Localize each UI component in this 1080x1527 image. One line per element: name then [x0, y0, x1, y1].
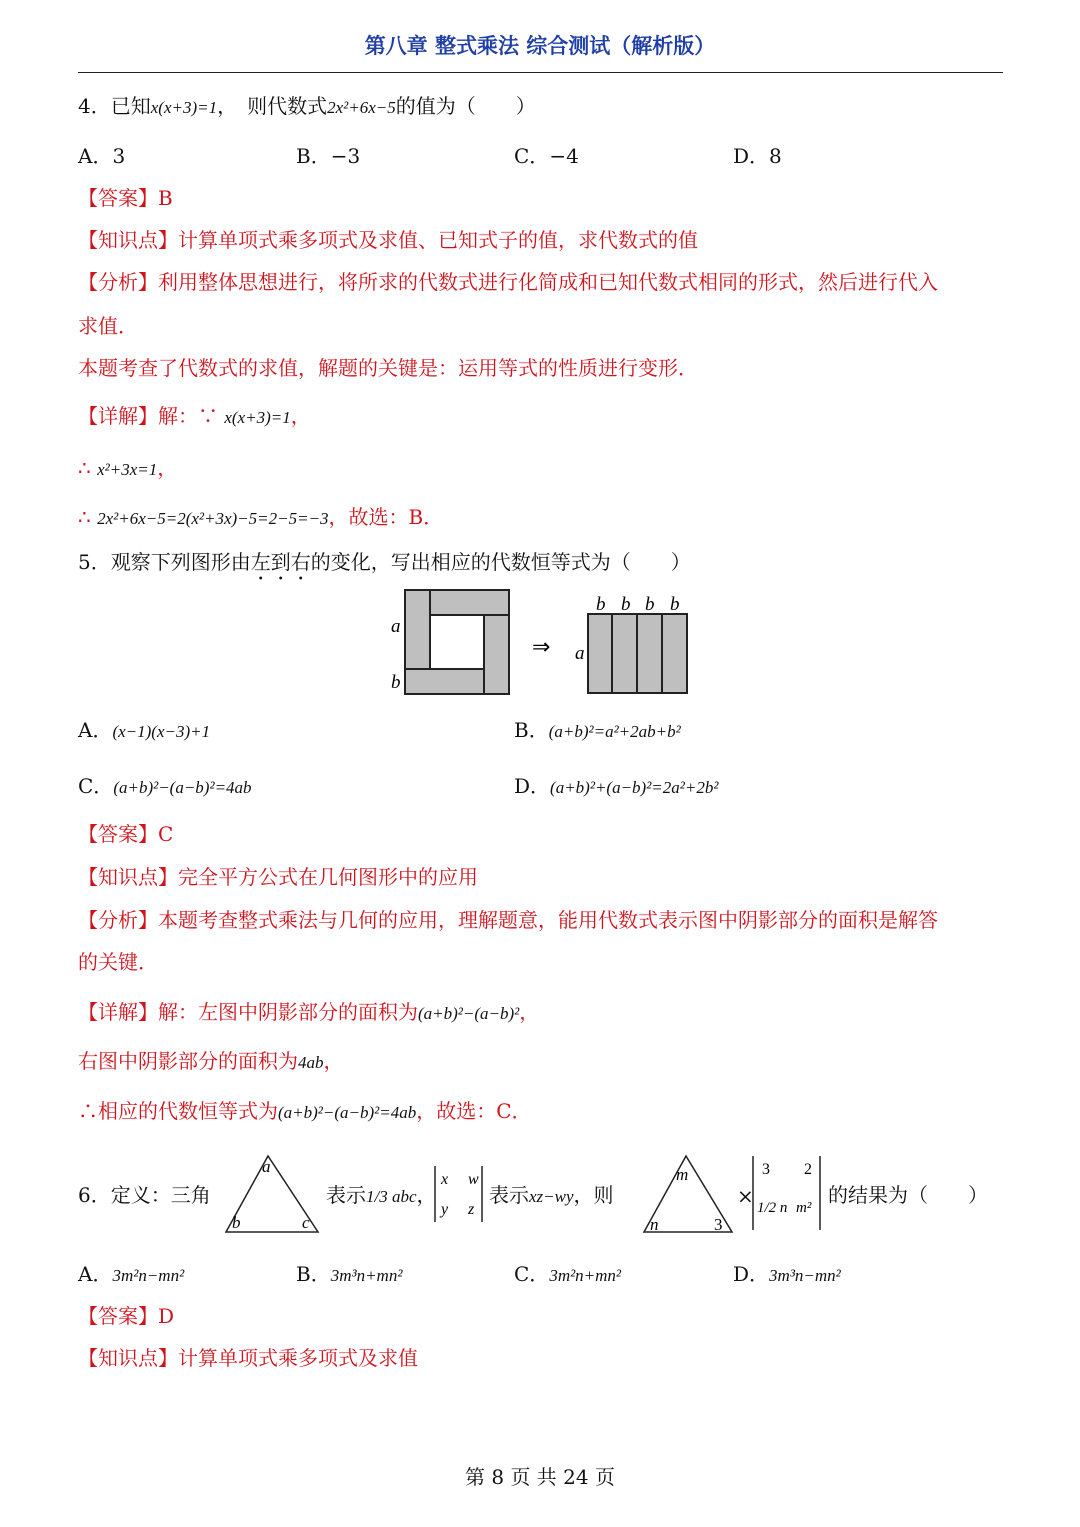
q4-answer: 【答案】B [78, 186, 173, 210]
q4-option-d: D．8 [733, 144, 782, 168]
q5-left-square [405, 590, 509, 694]
q4-detail-line3: ∴ 2x²+6x−5=2(x²+3x)−5=2−5=−3，故选：B． [78, 505, 444, 529]
page-number: 第 8 页 共 24 页 [465, 1465, 615, 1489]
q6-stem-2: 表示1/3 abc， [326, 1183, 437, 1207]
q4-stem-text: 4．已知 [78, 94, 151, 118]
q5-option-b: B．(a+b)²=a²+2ab+b² [514, 718, 681, 742]
q6-det2-a: 3 [762, 1161, 770, 1178]
q6-determinant-values [748, 1152, 826, 1234]
q6-triangle-mn3 [640, 1150, 740, 1238]
q5-analysis-line1: 【分析】本题考查整式乘法与几何的应用，理解题意，能用代数式表示图中阴影部分的面积是解答 [78, 908, 938, 932]
q5-figure [385, 584, 695, 704]
q6-definition-1: 1/3 abc [366, 1187, 417, 1206]
header-rule [78, 72, 1003, 73]
q5-option-c: C．(a+b)²−(a−b)²=4ab [78, 774, 252, 798]
q6-tri1-left: b [232, 1213, 241, 1232]
q5-label-right-a: a [575, 643, 585, 664]
q4-detail-line1: 【详解】解：∵ x(x+3)=1， [78, 404, 311, 428]
q5-option-a: A．(x−1)(x−3)+1 [78, 718, 211, 742]
q4-analysis-line3: 本题考查了代数式的求值，解题的关键是：运用等式的性质进行变形． [78, 356, 698, 380]
q4-option-b: B．−3 [296, 144, 361, 168]
q4-knowledge: 【知识点】计算单项式乘多项式及求值、已知式子的值，求代数式的值 [78, 228, 698, 252]
q6-option-d: D．3m³n−mn² [733, 1262, 841, 1286]
q4-analysis-line2: 求值． [78, 314, 138, 338]
q5-label-right-b4: b [670, 594, 680, 615]
q6-tri1-right: c [302, 1213, 310, 1232]
q6-times-sign: × [737, 1184, 754, 1208]
q6-stem-start: 6．定义：三角 [78, 1183, 211, 1207]
q5-label-right-b2: b [621, 594, 631, 615]
q6-tri2-right: 3 [714, 1215, 723, 1234]
q5-knowledge: 【知识点】完全平方公式在几何图形中的应用 [78, 865, 478, 889]
q4-condition-math: x(x+3)=1 [150, 98, 218, 117]
q6-triangle-abc [222, 1150, 322, 1238]
q5-label-right-b1: b [596, 594, 606, 615]
q6-det1-y: y [441, 1201, 449, 1218]
q4-analysis-line1: 【分析】利用整体思想进行，将所求的代数式进行化简成和已知代数式相同的形式，然后进行代入 [78, 270, 938, 294]
q5-detail-line1: 【详解】解：左图中阴影部分的面积为(a+b)²−(a−b)²， [78, 1000, 540, 1024]
q6-stem-end: 的结果为（ ） [828, 1183, 988, 1207]
q5-stem: 5．观察下列图形由左到右的变化，写出相应的代数恒等式为（ ） [78, 550, 691, 574]
page-header-title: 第八章 整式乘法 综合测试（解析版） [364, 34, 716, 58]
q5-detail-line3: ∴相应的代数恒等式为(a+b)²−(a−b)²=4ab，故选：C． [78, 1099, 532, 1123]
q4-stem [78, 94, 536, 120]
q5-analysis-line2: 的关键． [78, 950, 158, 974]
q5-label-left-a: a [391, 616, 401, 637]
q4-stem-text-2: ， 则代数式 [217, 94, 328, 118]
q5-answer: 【答案】C [78, 822, 174, 846]
q6-determinant-xwyz [430, 1162, 488, 1226]
q5-label-left-b: b [391, 672, 401, 693]
q6-det1-z: z [468, 1201, 475, 1218]
q5-option-d: D．(a+b)²+(a−b)²=2a²+2b² [514, 774, 719, 798]
q6-knowledge: 【知识点】计算单项式乘多项式及求值 [78, 1346, 418, 1370]
q6-option-a: A．3m²n−mn² [78, 1262, 185, 1286]
q6-det2-c: 1/2 n [757, 1200, 788, 1216]
q6-stem-3: 表示xz−wy，则 [489, 1183, 614, 1207]
q5-emphasized-text: 左到右 [250, 550, 311, 574]
q5-right-rectangle [588, 614, 687, 693]
q6-option-b: B．3m³n+mn² [296, 1262, 403, 1286]
q6-tri1-top: a [262, 1157, 271, 1176]
q6-tri2-top: m [676, 1165, 689, 1184]
q5-arrow: ⇒ [532, 634, 551, 659]
q6-option-c: C．3m²n+mn² [514, 1262, 622, 1286]
q5-detail-line2: 右图中阴影部分的面积为4ab， [78, 1049, 344, 1073]
q4-expression-math: 2x²+6x−5 [327, 98, 396, 117]
q6-det1-x: x [441, 1171, 449, 1188]
q6-tri2-left: n [650, 1215, 659, 1234]
q6-answer: 【答案】D [78, 1304, 175, 1328]
q4-stem-text-3: 的值为（ ） [395, 94, 536, 118]
q4-option-c: C．−4 [514, 144, 579, 168]
q5-label-right-b3: b [645, 594, 655, 615]
q6-det1-w: w [468, 1171, 479, 1188]
q6-det2-b: 2 [804, 1161, 812, 1178]
q6-definition-2: xz−wy [529, 1187, 574, 1206]
q4-option-a: A．3 [78, 144, 126, 168]
q4-detail-line2: ∴ x²+3x=1， [78, 456, 178, 480]
q6-det2-d: m² [796, 1200, 812, 1216]
